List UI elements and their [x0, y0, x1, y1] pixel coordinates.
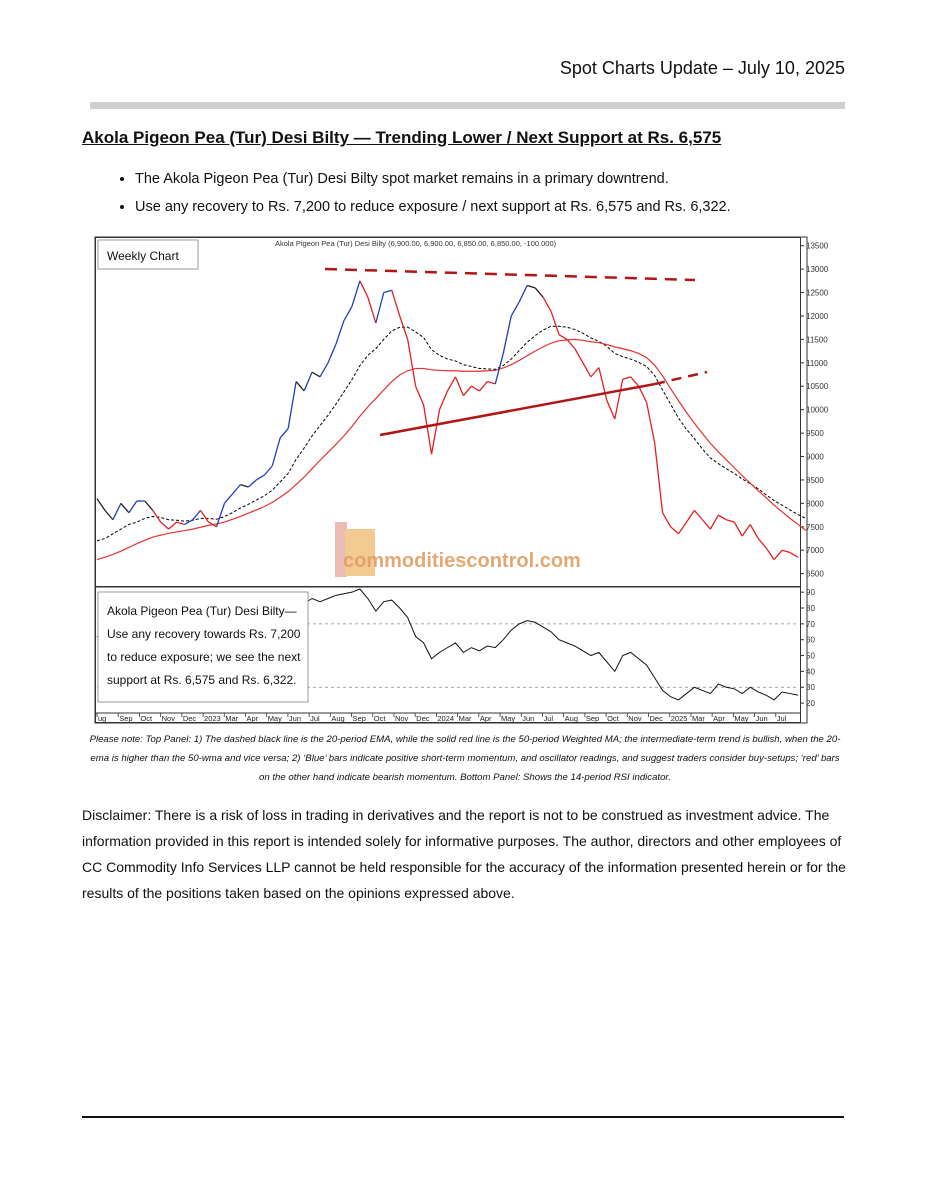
footer-divider: [82, 1116, 844, 1118]
annotation-line: Use any recovery towards Rs. 7,200: [107, 627, 301, 641]
rsi-tick-label: 70: [806, 619, 815, 629]
x-tick-label: Oct: [607, 714, 619, 723]
x-tick-label: Apr: [713, 714, 725, 723]
chart-header-text: Akola Pigeon Pea (Tur) Desi Bilty (6,900.00, 6,900.00, 6,850.00, 6,850.00, -100.000): [275, 239, 557, 248]
y-tick-label: 8000: [806, 499, 824, 509]
y-tick-label: 9500: [806, 429, 824, 439]
y-tick-label: 11000: [806, 358, 828, 368]
y-tick-label: 10500: [806, 382, 829, 392]
annotation-line: to reduce exposure; we see the next: [107, 650, 301, 664]
x-tick-label: Nov: [394, 714, 409, 723]
x-tick-label: Dec: [649, 714, 663, 723]
report-title: Akola Pigeon Pea (Tur) Desi Bilty — Trending Lower / Next Support at Rs. 6,575: [82, 128, 722, 147]
x-tick-label: ug: [98, 714, 107, 723]
y-tick-label: 11500: [806, 335, 828, 345]
x-tick-label: Jul: [543, 714, 554, 723]
x-tick-label: May: [267, 714, 282, 723]
annotation-line: support at Rs. 6,575 and Rs. 6,322.: [107, 673, 297, 687]
x-tick-label: Dec: [182, 714, 197, 723]
x-tick-label: Mar: [225, 714, 239, 723]
x-tick-label: Sep: [352, 714, 366, 723]
panel-label: Weekly Chart: [107, 249, 179, 263]
x-tick-label: Jul: [310, 714, 320, 723]
weekly-chart: [95, 237, 829, 723]
x-tick-label: Sep: [119, 714, 133, 723]
y-tick-label: 8500: [806, 475, 824, 485]
rsi-tick-label: 20: [806, 699, 815, 709]
x-tick-label: May: [501, 714, 516, 723]
x-tick-label: Jul: [776, 714, 787, 723]
rsi-tick-label: 80: [806, 604, 815, 614]
rsi-tick-label: 50: [806, 651, 815, 661]
x-tick-label: Oct: [140, 714, 153, 723]
annotation-line: Akola Pigeon Pea (Tur) Desi Bilty—: [107, 604, 297, 618]
rsi-tick-label: 90: [806, 588, 815, 598]
y-tick-label: 7500: [806, 522, 824, 532]
x-tick-label: Nov: [628, 714, 642, 723]
chart-note: Please note: Top Panel: 1) The dashed black line is the 20-period EMA, while the solid red line is the 50-period Weighted MA; the intermediate-term trend is bullish, when the 20-ema is higher than the 50-wma and vice versa; 2) ‘Blue’ bars indicate positive short-term momentum, and oscillator readings, and suggest traders consider buy-setups; ‘red’ bars on the other hand indicate bearish momentum. Bottom Panel: Shows the 14-period RSI indicator.: [89, 734, 841, 783]
y-tick-label: 6500: [806, 569, 824, 579]
watermark-text: commoditiescontrol.com: [343, 550, 581, 572]
disclaimer: Disclaimer: There is a risk of loss in trading in derivatives and the report is not to be construed as investment advice. The information provided in this report is intended solely for informative purposes. The author, directors and other employees of CC Commodity Info Services LLP cannot be held responsible for the accuracy of the information presented herein or for the results of the positions taken based on the opinions expressed above.: [82, 807, 846, 901]
y-tick-label: 12000: [806, 311, 829, 321]
x-tick-label: Dec: [416, 714, 430, 723]
report-date: Spot Charts Update – July 10, 2025: [559, 58, 845, 78]
rsi-tick-label: 60: [806, 635, 815, 645]
x-tick-label: Apr: [479, 714, 492, 723]
header-divider: [90, 102, 845, 109]
x-tick-label: Aug: [564, 714, 579, 723]
y-tick-label: 9000: [806, 452, 824, 462]
y-tick-label: 7000: [806, 546, 824, 556]
x-tick-label: 2023: [204, 714, 221, 723]
x-tick-label: 2025: [670, 714, 688, 723]
x-tick-label: Mar: [691, 714, 705, 723]
bullet-list: [108, 170, 731, 226]
rsi-tick-label: 30: [806, 683, 815, 693]
x-tick-label: Jun: [755, 714, 768, 723]
x-tick-label: May: [734, 714, 749, 723]
y-tick-label: 12500: [806, 288, 829, 298]
x-tick-label: Aug: [331, 714, 345, 723]
rsi-tick-label: 40: [806, 667, 815, 677]
chart-svg: [95, 237, 829, 723]
y-tick-label: 13500: [806, 241, 829, 251]
x-tick-label: Jun: [522, 714, 535, 723]
y-tick-label: 13000: [806, 265, 829, 275]
x-tick-label: Nov: [161, 714, 175, 723]
x-tick-label: Oct: [373, 714, 386, 723]
x-tick-label: Sep: [585, 714, 600, 723]
x-tick-label: 2024: [437, 714, 455, 723]
x-tick-label: Apr: [246, 714, 259, 723]
bullet-item: • The Akola Pigeon Pea (Tur) Desi Bilty spot market remains in a primary downtrend.: [135, 170, 731, 188]
bullet-item: • Use any recovery to Rs. 7,200 to reduce exposure / next support at Rs. 6,575 and Rs. 6,322.: [135, 198, 731, 216]
y-tick-label: 10000: [806, 405, 829, 415]
x-tick-label: Jun: [288, 714, 302, 723]
x-tick-label: Mar: [458, 714, 472, 723]
